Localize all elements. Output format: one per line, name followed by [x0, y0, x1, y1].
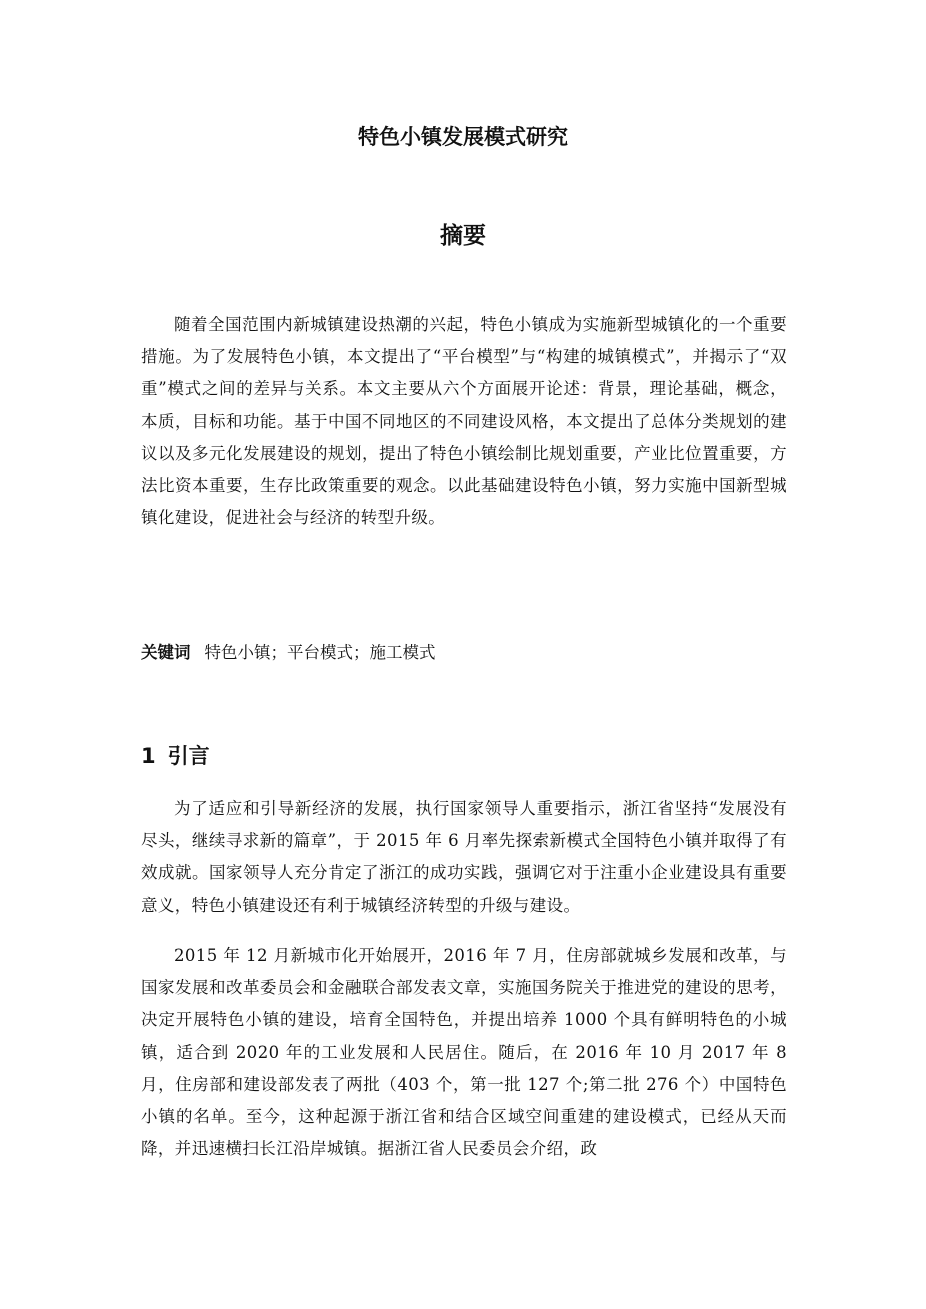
abstract-paragraph: 随着全国范围内新城镇建设热潮的兴起，特色小镇成为实施新型城镇化的一个重要措施。为了发展特色小镇，本文提出了“平台模型”与“构建的城镇模式”，并揭示了“双重”模式之间的差异与关系。本文主要从六个方面展开论述：背景，理论基础，概念，本质，目标和功能。基于中国不同地区的不同建设风格，本文提出了总体分类规划的建议以及多元化发展建设的规划，提出了特色小镇绘制比规划重要，产业比位置重要，方法比资本重要，生存比政策重要的观念。以此基础建设特色小镇，努力实施中国新型城镇化建设，促进社会与经济的转型升级。 [141, 315, 787, 528]
keywords-line [141, 637, 787, 669]
abstract-heading: 摘要 [440, 223, 486, 249]
keywords-label: 关键词 [141, 643, 191, 662]
body-paragraph: 为了适应和引导新经济的发展，执行国家领导人重要指示，浙江省坚持“发展没有尽头，继续寻求新的篇章”，于 2015 年 6 月率先探索新模式全国特色小镇并取得了有效成就。国家领导人充分肯定了浙江的成功实践，强调它对于注重小企业建设具有重要意义，特色小镇建设还有利于城镇经济转型的升级与建设。 [141, 799, 787, 915]
section-heading-introduction [141, 738, 210, 774]
section-title: 引言 [167, 744, 210, 768]
section-number: 1 [141, 744, 156, 768]
keywords-value: 特色小镇；平台模式；施工模式 [204, 643, 436, 662]
paper-title: 特色小镇发展模式研究 [358, 125, 568, 149]
body-paragraph: 2015 年 12 月新城市化开始展开，2016 年 7 月，住房部就城乡发展和改革，与国家发展和改革委员会和金融联合部发表文章，实施国务院关于推进党的建设的思考，决定开展特色小镇的建设，培育全国特色，并提出培养 1000 个具有鲜明特色的小城镇，适合到 2020 年的工业发展和人民居住。随后，在 2016 年 10 月 2017 年 8 月，住房部和建设部发表了两批（403 个，第一批 127 个;第二批 276 个）中国特色小镇的名单。至今，这种起源于浙江省和结合区域空间重建的建设模式，已经从天而降，并迅速横扫长江沿岸城镇。据浙江省人民委员会介绍，政 [141, 946, 787, 1159]
